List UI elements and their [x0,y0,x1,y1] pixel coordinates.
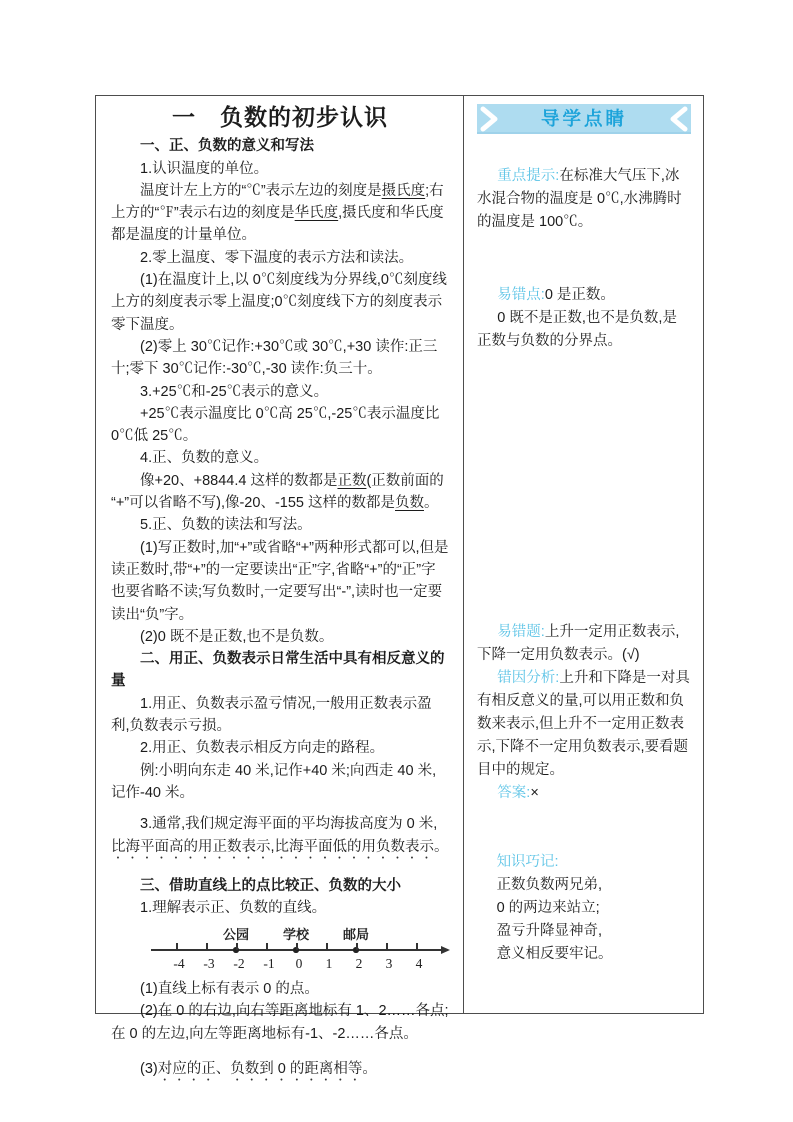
paragraph [477,782,691,805]
tick-label: -2 [233,956,245,972]
page-title: 一 负数的初步认识 [172,104,388,130]
paragraph [111,180,449,247]
paragraph [111,1058,449,1084]
text-run: ;右上方的“℉”表示右边的刻度是 [111,182,444,222]
section-1-heading: 一、正、负数的意义和写法 [140,138,314,155]
guide-banner [477,104,691,134]
point-label: 公园 [222,927,249,943]
paragraph [477,667,691,782]
paragraph [111,470,449,515]
emphasized-text: 比海平面高的用正数表示,比海平面低的用负数表示。 [111,838,449,855]
mnemonic-label: 知识巧记: [496,854,559,870]
tick-label: -3 [203,956,215,972]
section-3-heading: 三、借助直线上的点比较正、负数的大小 [140,877,401,894]
text-run: (正数前面的“+”可以省略不写),像-20、-155 这样的数都是 [111,472,444,512]
sidebar-tips-column [464,96,703,1013]
number-line-axis [151,949,448,951]
paragraph [477,284,691,307]
paragraph: (2)0 既不是正数,也不是负数。 [140,628,334,645]
text-run: ,摄氏度和华氏度都是温度的计量单位。 [111,205,444,244]
tick-label: 4 [415,956,423,972]
pitfall-label: 易错点: [497,287,545,303]
paragraph: (1)在温度计上,以 0℃刻度线为分界线,0℃刻度线上方的刻度表示零上温度;0℃刻度线下方的刻度表示零下温度。 [111,272,447,333]
question-label: 易错题: [497,624,545,640]
paragraph: 1.用正、负数表示盈亏情况,一般用正数表示盈利,负数表示亏损。 [111,695,432,735]
section-2-heading: 二、用正、负数表示日常生活中具有相反意义的量 [111,651,445,690]
paragraph [111,813,449,861]
main-content-column [96,96,464,1077]
underlined-term: 摄氏度 [381,182,426,199]
text-run: 上升和下降是一对具有相反意义的量,可以用正数和负数来表示,但上升不一定用正数表示,下降不一定用负数表示,要看题目中的规定。 [477,670,690,778]
tick-label: 2 [355,956,363,972]
paragraph: 5.正、负数的读法和写法。 [140,517,312,534]
text-run: 在标准大气压下,冰水混合物的温度是 0℃,水沸腾时的温度是 100℃。 [477,168,682,230]
paragraph: (2)零上 30℃记作:+30℃或 30℃,+30 读作:正三十;零下 30℃记作:-30℃,-30 读作:负三十。 [111,338,438,378]
banner-title: 导学点睛 [540,107,627,129]
text-run: 3.通常,我们规定海平面的平均海拔高度为 0 米, [140,816,438,833]
answer-label: 答案: [497,785,531,801]
paragraph: (1)写正数时,加“+”或省略“+”两种形式都可以,但是读正数时,带“+”的一定要读出“正”字,省略“+”的“正”字也要省略不读;写负数时,一定要写出“-”,读时也一定要读出“负”字。 [111,539,449,623]
point-label: 学校 [282,927,309,943]
paragraph: 4.正、负数的意义。 [140,450,269,467]
text-run: 温度计左上方的“℃”表示左边的刻度是 [140,182,382,199]
paragraph: (2)在 0 的右边,向右等距离地标有 1、2……各点;在 0 的左边,向左等距离地标有-1、-2……各点。 [111,1003,449,1042]
tick-label: 1 [325,956,333,972]
paragraph: 例:小明向东走 40 米,记作+40 米;向西走 40 米,记作-40 米。 [111,762,437,801]
paragraph: 1.认识温度的单位。 [140,160,269,177]
emphasized-text: 对应的正、负数到 0 的距离相等。 [157,1060,377,1077]
tip-label: 重点提示: [497,168,560,184]
number-line-figure [151,922,456,976]
underlined-term: 正数 [337,472,367,489]
paragraph [477,621,691,667]
tick-label: -4 [173,956,185,972]
tip-block [477,165,691,234]
mnemonic-block [477,851,691,966]
text-run: 。 [424,495,439,512]
answer-value: × [530,785,539,801]
paragraph: (1)直线上标有表示 0 的点。 [140,981,319,998]
chevron-right-icon [479,106,501,132]
paragraph [477,165,691,234]
pitfall-block [477,284,691,353]
text-run: 0 是正数。 [544,287,615,303]
text-run: (3) [140,1060,158,1077]
text-run: 像+20、+8844.4 这样的数都是 [140,472,338,489]
tick-label: 0 [295,956,303,972]
paragraph: 2.零上温度、零下温度的表示方法和读法。 [140,249,414,266]
underlined-term: 华氏度 [294,205,339,222]
mnemonic-line: 正数负数两兄弟, [496,877,603,893]
paragraph: 2.用正、负数表示相反方向走的路程。 [140,740,385,757]
mnemonic-line: 意义相反要牢记。 [496,946,613,962]
mnemonic-line: 盈亏升降显神奇, [496,923,603,939]
point-label: 邮局 [342,927,369,943]
error-prone-question-block [477,621,691,805]
paragraph: 0 既不是正数,也不是负数,是正数与负数的分界点。 [477,310,677,349]
paragraph: 3.+25℃和-25℃表示的意义。 [140,383,329,400]
chevron-left-icon [667,106,689,132]
paragraph: 1.理解表示正、负数的直线。 [140,899,327,916]
tick-label: -1 [263,956,275,972]
tick-label: 3 [385,956,393,972]
underlined-term: 负数 [395,495,424,512]
mnemonic-line: 0 的两边来站立; [496,900,600,916]
worksheet-page [95,95,704,1077]
paragraph: +25℃表示温度比 0℃高 25℃,-25℃表示温度比 0℃低 25℃。 [111,405,440,445]
text-run: 上升一定用正数表示,下降一定用负数表示。(√) [477,624,680,663]
analysis-label: 错因分析: [497,670,560,686]
